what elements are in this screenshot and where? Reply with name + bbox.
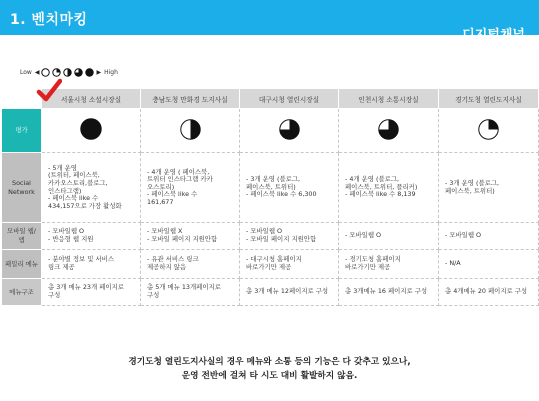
cell-text-line: 434,157으로 가장 활성화 bbox=[48, 201, 122, 210]
cell-text-line: - 페이스북 like 수 bbox=[147, 190, 198, 199]
cell-text-line: - 3개 운영 (블로그, bbox=[445, 178, 500, 187]
legend-pie-icon bbox=[74, 68, 83, 77]
text-cell bbox=[141, 223, 240, 250]
cell-text-line: - 페이스북 like 수 8,139 bbox=[345, 190, 416, 199]
text-cell bbox=[439, 250, 539, 279]
cell-text-line: - 3개 운영 (블로그, bbox=[246, 175, 301, 184]
page-title: 1. 벤치마킹 bbox=[10, 12, 88, 28]
table-row-family-menu bbox=[2, 250, 539, 279]
benchmark-table bbox=[1, 88, 539, 306]
arrow-right-icon: ▶ bbox=[96, 68, 102, 76]
rating-pie-icon bbox=[378, 119, 399, 143]
table-row-social-network bbox=[2, 153, 539, 223]
table-row-menu-structure bbox=[2, 279, 539, 306]
cell-text-line: 페이스북, 트위터, 플리커) bbox=[345, 182, 418, 191]
cell-text-line: - 페이스북 like 수 bbox=[48, 194, 99, 203]
cell-text-line: - 4개 운영 (블로그, bbox=[345, 175, 400, 184]
cell-text-line: - 모바일웹 O bbox=[246, 227, 283, 236]
legend-low-label: Low bbox=[20, 68, 32, 76]
row-header-social-network: Social Network bbox=[2, 153, 42, 223]
text-cell bbox=[42, 279, 141, 306]
rating-legend bbox=[18, 66, 120, 78]
table-row-evaluation bbox=[2, 109, 539, 153]
cell-text-line: - 경기도청 홈페이지 bbox=[345, 255, 401, 264]
rating-cell bbox=[42, 109, 141, 153]
text-cell bbox=[42, 250, 141, 279]
row-header-family-menu: 패밀리 메뉴 bbox=[2, 250, 42, 279]
cell-text-line: 구성 bbox=[48, 291, 61, 299]
text-cell bbox=[42, 153, 141, 223]
cell-text-line: - 모바일웹 O bbox=[445, 231, 482, 240]
text-cell bbox=[439, 223, 539, 250]
rating-pie-icon bbox=[478, 119, 499, 143]
conclusion-line-1: 경기도청 열린도지사실의 경우 메뉴와 소통 등의 기능은 다 갖추고 있으나, bbox=[128, 357, 411, 367]
text-cell bbox=[339, 223, 439, 250]
text-cell bbox=[240, 153, 339, 223]
conclusion-line-2: 운영 전반에 걸쳐 타 시도 대비 활발하지 않음. bbox=[181, 371, 358, 381]
text-cell bbox=[240, 279, 339, 306]
cell-text-line: 총 3개메뉴 16 페이지로 구성 bbox=[345, 287, 428, 296]
cell-text-line: - 모바일 페이지 지원안함 bbox=[147, 235, 218, 243]
cell-text-line: 페이스북, 트위터) bbox=[246, 182, 296, 191]
cell-text-line: 총 5개 메뉴 13개페이지로 bbox=[147, 283, 221, 292]
text-cell bbox=[141, 153, 240, 223]
rating-cell bbox=[439, 109, 539, 153]
cell-text-line: - N/A bbox=[445, 259, 461, 268]
table-row-mobile bbox=[2, 223, 539, 250]
row-header-menu-structure: 메뉴구조 bbox=[2, 279, 42, 306]
cell-text-line: 구성 bbox=[147, 291, 160, 299]
cell-text-line: - 모바일웹 O bbox=[48, 227, 85, 236]
cell-text-line: - 모바일웹 X bbox=[147, 227, 183, 236]
cell-text-line: 총 3개 메뉴 12페이지로 구성 bbox=[246, 287, 329, 296]
legend-pie-icon bbox=[41, 68, 50, 77]
column-header-chungnam: 충남도청 만화경 도지사실 bbox=[141, 89, 240, 109]
cell-text-line: 인스타그램) bbox=[48, 186, 82, 195]
cell-text-line: 링크 제공 bbox=[48, 263, 75, 271]
cell-text-line: 총 3개 메뉴 23개 페이지로 bbox=[48, 283, 124, 292]
text-cell bbox=[439, 153, 539, 223]
conclusion-text bbox=[0, 355, 539, 383]
column-header-daegu: 대구시청 열린시장실 bbox=[240, 89, 339, 109]
column-header-gyeonggi: 경기도청 열린도지사실 bbox=[439, 89, 539, 109]
row-header-evaluation: 평가 bbox=[2, 109, 42, 153]
cell-text-line: 트위터 인스타그램 카카 bbox=[147, 175, 213, 184]
rating-cell bbox=[240, 109, 339, 153]
row-header-mobile: 모바일 웹/앱 bbox=[2, 223, 42, 250]
text-cell bbox=[439, 279, 539, 306]
rating-cell bbox=[141, 109, 240, 153]
rating-pie-icon bbox=[180, 119, 201, 143]
text-cell bbox=[42, 223, 141, 250]
cell-text-line: 제공하지 않음 bbox=[147, 263, 187, 271]
cell-text-line: - 페이스북 like 수 6,300 bbox=[246, 190, 317, 199]
cell-text-line: (트위터, 페이스북, bbox=[48, 171, 100, 180]
table-header-row bbox=[2, 89, 539, 109]
cell-text-line: - 모바일웹 O bbox=[345, 231, 382, 240]
cell-text-line: - 4개 운영 ( 페이스북, bbox=[147, 167, 210, 176]
column-header-seoul: 서울시청 소셜시장실 bbox=[42, 89, 141, 109]
section-subtitle: 디지털채널 bbox=[462, 28, 525, 43]
cell-text-line: - 유관 서비스 링크 bbox=[147, 255, 199, 264]
cell-text-line: 카카오스토리,블로그, bbox=[48, 178, 108, 187]
text-cell bbox=[141, 250, 240, 279]
cell-text-line: - 모바일 페이지 지원안함 bbox=[246, 235, 317, 243]
text-cell bbox=[240, 250, 339, 279]
cell-text-line: 바로가기만 제공 bbox=[246, 263, 292, 271]
rating-pie-icon bbox=[279, 119, 300, 143]
legend-high-label: High bbox=[104, 68, 118, 76]
header-bar bbox=[0, 0, 539, 43]
legend-pie-icon bbox=[52, 68, 61, 77]
legend-pie-icon bbox=[85, 68, 94, 77]
cell-text-line: 바로가기만 제공 bbox=[345, 263, 391, 271]
legend-pie-scale bbox=[40, 68, 95, 77]
text-cell bbox=[339, 279, 439, 306]
cell-text-line: 총 4개메뉴 20 페이지로 구성 bbox=[445, 287, 528, 296]
text-cell bbox=[240, 223, 339, 250]
legend-pie-icon bbox=[63, 68, 72, 77]
arrow-left-icon: ◀ bbox=[34, 68, 40, 76]
rating-cell bbox=[339, 109, 439, 153]
red-checkmark-icon bbox=[36, 78, 62, 104]
cell-text-line: - 분야별 정보 및 서비스 bbox=[48, 255, 114, 264]
column-header-incheon: 인천시청 소통시장실 bbox=[339, 89, 439, 109]
cell-text-line: - 5개 운영 bbox=[48, 163, 77, 172]
text-cell bbox=[339, 153, 439, 223]
text-cell bbox=[339, 250, 439, 279]
text-cell bbox=[141, 279, 240, 306]
cell-text-line: 페이스북, 트위터) bbox=[445, 186, 495, 195]
cell-text-line: - 대구시청 홈페이지 bbox=[246, 255, 302, 264]
cell-text-line: 오스토리) bbox=[147, 182, 175, 191]
rating-pie-icon bbox=[80, 118, 102, 143]
cell-text-line: - 반응형 웹 지원 bbox=[48, 235, 94, 243]
cell-text-line: 161,677 bbox=[147, 197, 174, 206]
